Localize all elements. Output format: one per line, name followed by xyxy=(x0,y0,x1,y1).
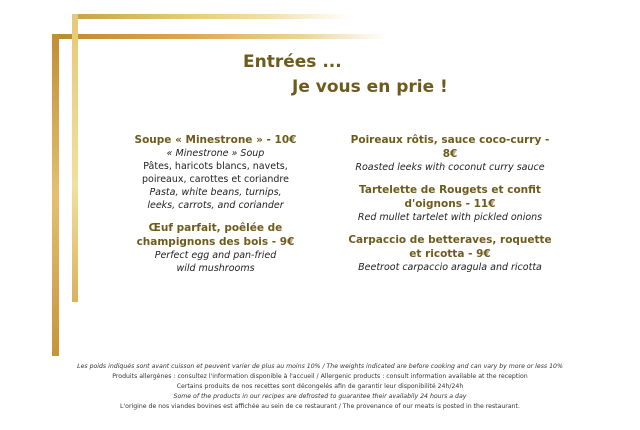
dish-description: leeks, carrots, and coriander xyxy=(147,200,284,211)
dish-name: Tartelette de Rougets et confit d'oignons - 11€ xyxy=(359,184,541,210)
footer-line: Some of the products in our recipes are defrosted to guarantee their availabily 24 hours a day xyxy=(173,393,467,400)
gold-frame-line xyxy=(52,34,387,39)
footer-line: Certains produits de nos recettes sont décongelés afin de garantir leur disponibilité 24h/24h xyxy=(176,383,464,390)
footer-line: Produits allergènes : consultez l'information disponible à l'accueil / Allergenic products : consult information available at the reception xyxy=(112,373,528,380)
dish-name: Soupe « Minestrone » - 10€ xyxy=(134,134,297,146)
dish-description: Pâtes, haricots blancs, navets, xyxy=(143,161,288,172)
dish-description: Red mullet tartelet with pickled onions xyxy=(357,212,543,223)
dish-name: Poireaux rôtis, sauce coco-curry - 8€ xyxy=(350,134,550,160)
menu-item xyxy=(345,233,555,274)
dish-description: « Minestrone » Soup xyxy=(166,148,265,159)
gold-frame-line xyxy=(72,14,352,19)
page-subtitle: Je vous en prie ! xyxy=(292,77,448,97)
menu-item xyxy=(118,133,313,212)
menu-column-right xyxy=(345,133,555,283)
dish-name: Carpaccio de betteraves, roquette et ricotta - 9€ xyxy=(348,234,552,260)
footer-notes xyxy=(40,362,600,412)
page-title: Entrées ... xyxy=(243,52,342,72)
menu-item xyxy=(118,221,313,275)
dish-description: poireaux, carottes et coriandre xyxy=(142,174,289,185)
dish-name: Œuf parfait, poêlée de champignons des bois - 9€ xyxy=(136,222,295,248)
gold-frame-line xyxy=(52,34,59,356)
footer-line: L'origine de nos viandes bovines est affichée au sein de ce restaurant / The provenance of our meats is posted in the restaurant. xyxy=(120,403,520,410)
dish-description: Roasted leeks with coconut curry sauce xyxy=(355,162,545,173)
menu-column-left xyxy=(118,133,313,284)
dish-description: Perfect egg and pan-fried xyxy=(154,250,277,261)
dish-description: wild mushrooms xyxy=(176,263,255,274)
dish-description: Pasta, white beans, turnips, xyxy=(149,187,282,198)
menu-item xyxy=(345,133,555,174)
menu-item xyxy=(345,183,555,224)
dish-description: Beetroot carpaccio aragula and ricotta xyxy=(358,262,542,273)
gold-frame-line xyxy=(72,14,78,302)
footer-line: Les poids indiqués sont avant cuisson et peuvent varier de plus au moins 10% / The weights indicated are before cooking and can vary by more or less 10% xyxy=(77,363,563,370)
